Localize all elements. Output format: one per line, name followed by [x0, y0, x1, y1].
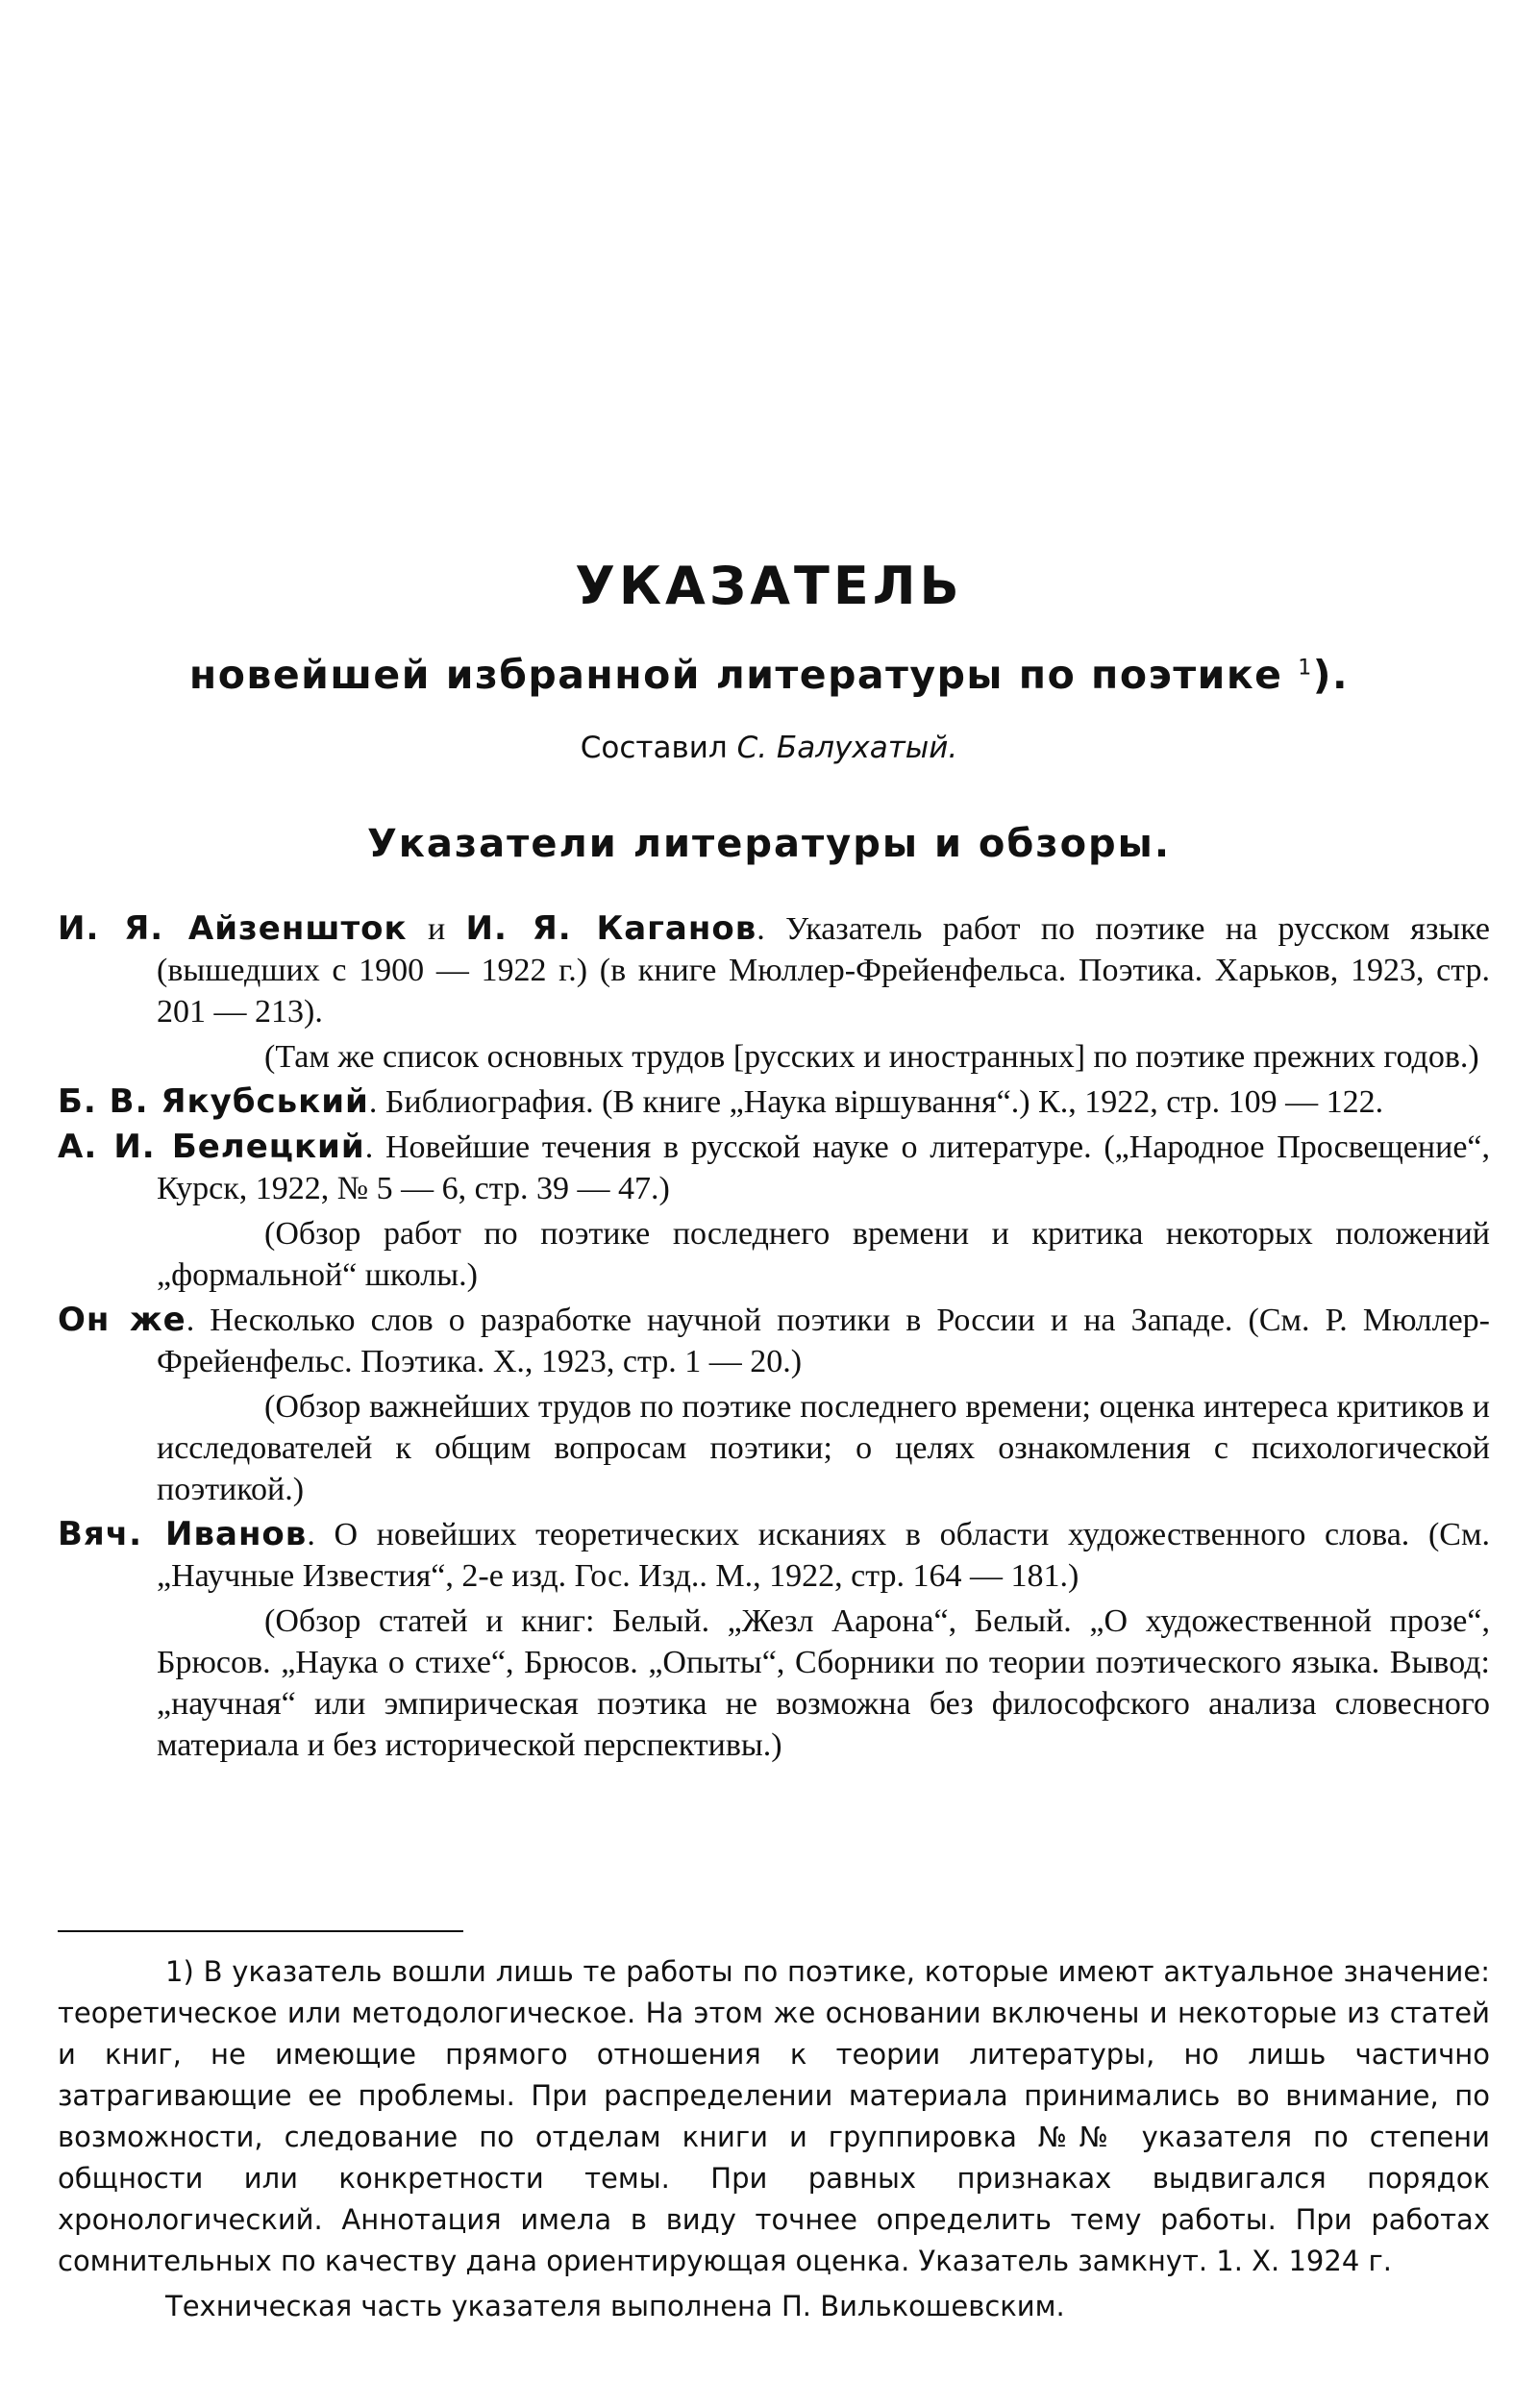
bibliography-entry [58, 908, 1490, 1032]
bibliography-list [58, 908, 1490, 1770]
entry-annotation: (Обзор статей и книг: Белый. „Жезл Аарона“, Белый. „О художественной прозе“, Брюсов. „Наука о стихе“, Брюсов. „Опыты“, Сборники по теории поэтического языка. Вывод: „научная“ или эмпирическая поэтика не возможна без философского анализа словесного материала и без исторической перспективы.) [157, 1603, 1490, 1763]
entry-author: Вяч. Иванов [58, 1515, 308, 1553]
entry-annotation: (Обзор работ по поэтике последнего времени и критика некоторых положений „формальной“ школы.) [157, 1216, 1490, 1293]
entry-author: Б. В. Якубський [58, 1082, 369, 1121]
subtitle-text: новейшей избранной литературы по поэтике [188, 652, 1283, 698]
footnote [58, 1951, 1490, 2327]
entry-author: Он же [58, 1301, 186, 1339]
footnote-body [58, 1951, 1490, 2282]
footnote-marker: 1) [165, 1955, 194, 1988]
section-heading: Указатели литературы и обзоры. [366, 822, 1172, 866]
bibliography-entry [58, 1514, 1490, 1597]
compiler-label: Составил [580, 731, 728, 765]
entry-text: . О новейших теоретических исканиях в области художественного слова. (См. „Научные Известия“, 2-е изд. Гос. Изд.. М., 1922, стр. 164 — 181.) [157, 1517, 1490, 1594]
entry-joiner: и [427, 911, 446, 947]
footnote-text: В указатель вошли лишь те работы по поэтике, которые имеют актуальное значение: теоретическое или методологическое. На этом же основании включены и некоторые из статей и книг, не имеющие прямого отношения к теории литературы, но лишь частично затрагивающие ее проблемы. При распределении материала принимались во внимание, по возможности, следование по отделам книги и группировка №№ указателя по степени общности или конкретности темы. При равных признаках выдвигался порядок хронологический. Аннотация имела в виду точнее определить тему работы. При работах сомнительных по качеству дана ориентирующая оценка. Указатель замкнут. 1. Х. 1924 г. [58, 1955, 1491, 2277]
entry-text: . Указатель работ по поэтике на русском языке (вышедших с 1900 — 1922 г.) (в книге Мюллер-Фрейенфельса. Поэтика. Харьков, 1923, стр. 201 — 213). [157, 911, 1490, 1030]
compiler-line [0, 731, 1538, 765]
entry-coauthor: И. Я. Каганов [465, 909, 757, 948]
entry-author: А. И. Белецкий [58, 1128, 365, 1166]
bibliography-entry [58, 1300, 1490, 1382]
entry-annotation: (Обзор важнейших трудов по поэтике последнего времени; оценка интереса критиков и исследователей к общим вопросам поэтики; о целях ознакомления с психологической поэтикой.) [157, 1389, 1490, 1507]
compiler-name: С. Балухатый. [736, 731, 958, 765]
bibliography-entry [58, 1127, 1490, 1209]
page-title: УКАЗАТЕЛЬ [575, 556, 963, 616]
entry-text: . Библиография. (В книге „Наука віршування“.) К., 1922, стр. 109 — 122. [368, 1084, 1384, 1120]
entry-author: И. Я. Айзеншток [58, 909, 408, 948]
footnote-reference: 1 [1298, 656, 1313, 681]
page-subtitle: новейшей избранной литературы по поэтике $^1$). [188, 652, 1350, 698]
footnote-credit: Техническая часть указателя выполнена П. Вилькошевским. [165, 2290, 1065, 2322]
bibliography-entry [58, 1081, 1490, 1123]
entry-annotation: (Там же список основных трудов [русских и иностранных] по поэтике прежних годов.) [264, 1039, 1479, 1075]
footnote-divider [58, 1930, 463, 1932]
entry-text: . Несколько слов о разработке научной поэтики в России и на Западе. (См. Р. Мюллер-Фрейенфельс. Поэтика. Х., 1923, стр. 1 — 20.) [157, 1303, 1490, 1379]
entry-text: . Новейшие течения в русской науке о литературе. („Народное Просвещение“, Курск, 1922, № 5 — 6, стр. 39 — 47.) [157, 1130, 1490, 1206]
